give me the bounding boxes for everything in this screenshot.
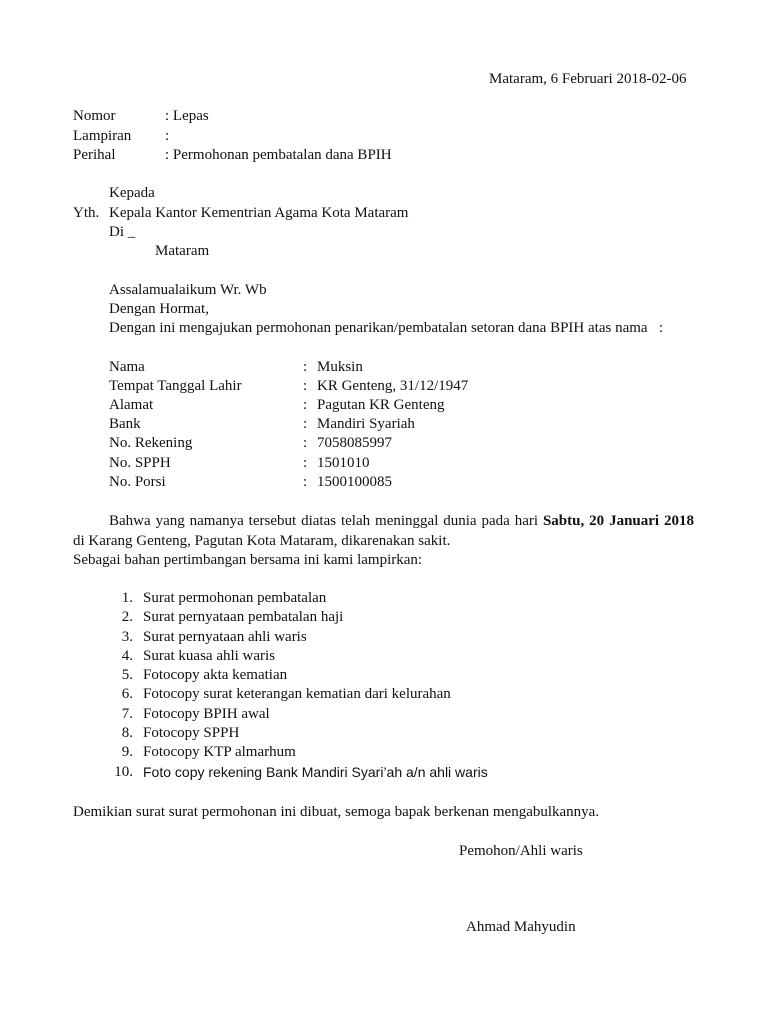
field-value: Mandiri Syariah — [317, 416, 415, 432]
signature-name: Ahmad Mahyudin — [466, 919, 576, 935]
date-line: Mataram, 6 Februari 2018-02-06 — [489, 71, 687, 87]
field-label: Nama — [109, 359, 145, 375]
list-item-number: 7. — [121, 706, 133, 722]
field-sep: : — [303, 416, 308, 432]
perihal-value: : Permohonan pembatalan dana BPIH — [165, 147, 392, 163]
field-sep: : — [303, 397, 308, 413]
body-text-2: di Karang Genteng, Pagutan Kota Mataram, dikarenakan sakit. — [73, 532, 451, 549]
list-item: Surat permohonan pembatalan — [143, 590, 327, 606]
hormat: Dengan Hormat, — [109, 301, 209, 317]
attachments-intro: Sebagai bahan pertimbangan bersama ini kami lampirkan: — [73, 552, 423, 568]
list-item-number: 6. — [121, 686, 133, 702]
field-value: 1501010 — [317, 455, 370, 471]
field-sep: : — [303, 359, 308, 375]
field-sep: : — [303, 435, 308, 451]
recipient-yth: Yth. — [73, 205, 100, 221]
list-item: Fotocopy SPPH — [143, 725, 240, 741]
list-item-number: 3. — [121, 629, 133, 645]
death-date: Sabtu, 20 Januari 2018 — [542, 513, 694, 529]
field-label: Alamat — [109, 397, 154, 413]
field-label: No. SPPH — [109, 455, 171, 471]
list-item: Foto copy rekening Bank Mandiri Syari’ah a/n ahli waris — [143, 764, 488, 780]
list-item: Surat kuasa ahli waris — [143, 648, 276, 664]
field-label: Tempat Tanggal Lahir — [109, 378, 242, 394]
field-value: 1500100085 — [317, 474, 392, 490]
list-item-number: 2. — [121, 609, 133, 625]
field-value: Muksin — [317, 359, 363, 375]
list-item-number: 10. — [114, 764, 133, 780]
intro-text: Dengan ini mengajukan permohonan penarikan/pembatalan setoran dana BPIH atas nama : — [109, 320, 663, 336]
field-value: Pagutan KR Genteng — [317, 397, 445, 413]
salam: Assalamualaikum Wr. Wb — [109, 282, 267, 298]
field-value: 7058085997 — [317, 435, 392, 451]
field-sep: : — [303, 455, 308, 471]
lampiran-label: Lampiran — [73, 128, 132, 144]
list-item: Fotocopy akta kematian — [143, 667, 288, 683]
list-item: Fotocopy surat keterangan kematian dari kelurahan — [143, 686, 451, 702]
field-value: KR Genteng, 31/12/1947 — [317, 378, 469, 394]
field-label: No. Porsi — [109, 474, 166, 490]
perihal-label: Perihal — [73, 147, 116, 163]
field-label: Bank — [109, 416, 141, 432]
body-paragraph — [73, 512, 694, 551]
recipient-kepada: Kepada — [109, 185, 155, 201]
recipient-name: Kepala Kantor Kementrian Agama Kota Mataram — [109, 205, 409, 221]
list-item: Fotocopy BPIH awal — [143, 706, 270, 722]
list-item: Surat pernyataan ahli waris — [143, 629, 307, 645]
list-item: Surat pernyataan pembatalan haji — [143, 609, 344, 625]
list-item-number: 9. — [121, 744, 133, 760]
recipient-city: Mataram — [155, 243, 210, 259]
lampiran-value: : — [165, 128, 170, 144]
list-item-number: 5. — [121, 667, 133, 683]
recipient-di: Di _ — [109, 224, 136, 240]
field-sep: : — [303, 474, 308, 490]
nomor-value: : Lepas — [165, 108, 209, 124]
list-item-number: 8. — [121, 725, 133, 741]
field-sep: : — [303, 378, 308, 394]
field-label: No. Rekening — [109, 435, 193, 451]
signature-role: Pemohon/Ahli waris — [459, 843, 583, 859]
body-text-1: Bahwa yang namanya tersebut diatas telah meninggal dunia pada hari — [109, 513, 543, 529]
closing-text: Demikian surat surat permohonan ini dibuat, semoga bapak berkenan mengabulkannya. — [73, 804, 600, 820]
list-item-number: 1. — [121, 590, 133, 606]
nomor-label: Nomor — [73, 108, 116, 124]
list-item-number: 4. — [121, 648, 133, 664]
list-item: Fotocopy KTP almarhum — [143, 744, 296, 760]
